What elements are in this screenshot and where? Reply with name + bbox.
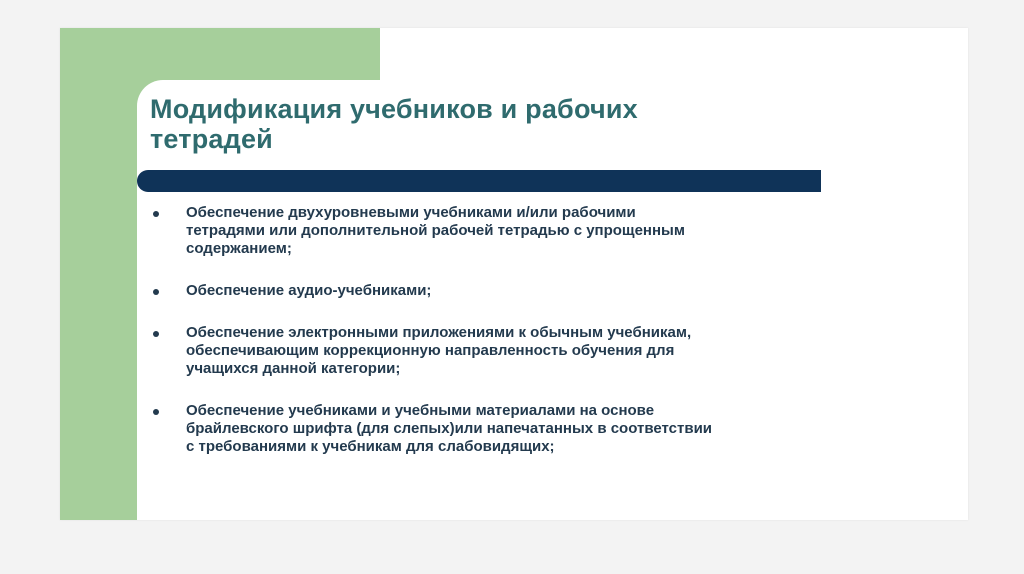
bullet-dot-icon — [153, 409, 159, 415]
title-underline-bar — [137, 170, 821, 192]
bullet-text: Обеспечение учебниками и учебными материалами на основе брайлевского шрифта (для слепых)или напечатанных в соответствии с требованиями к учебникам для слабовидящих; — [186, 402, 713, 455]
bullet-item — [150, 282, 920, 300]
bullet-text: Обеспечение аудио-учебниками; — [186, 282, 432, 299]
slide-title: Модификация учебников и рабочих тетрадей — [150, 94, 638, 154]
bullet-item — [150, 204, 920, 258]
bullet-list — [150, 204, 920, 478]
bullet-dot-icon — [153, 331, 159, 337]
bullet-text: Обеспечение двухуровневыми учебниками и/или рабочими тетрадями или дополнительной рабочей тетрадью с упрощенным содержанием; — [186, 204, 685, 257]
bullet-item — [150, 402, 920, 456]
bullet-dot-icon — [153, 211, 159, 217]
bullet-text: Обеспечение электронными приложениями к обычным учебникам, обеспечивающим коррекционную направленность обучения для учащихся данной категории; — [186, 324, 692, 377]
bullet-item — [150, 324, 920, 378]
bullet-dot-icon — [153, 289, 159, 295]
